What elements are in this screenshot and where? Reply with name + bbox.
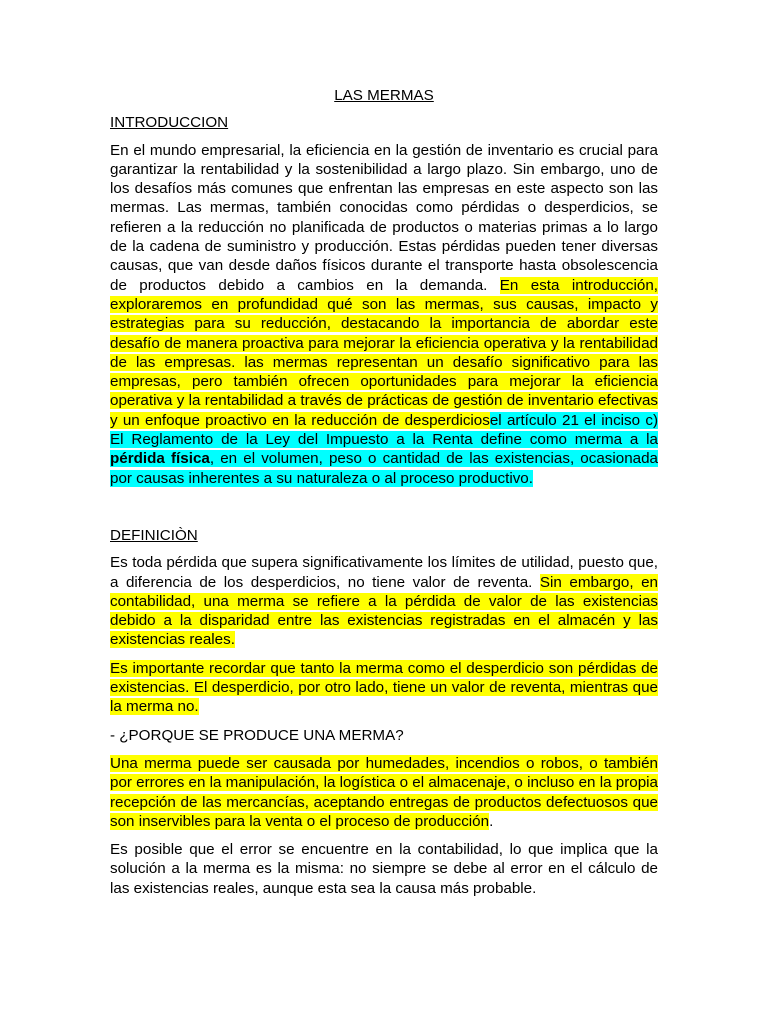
intro-cyan-highlight-2: , en el volumen, peso o cantidad de las existencias, ocasionada por causas inherentes a su naturaleza o al proceso productivo. bbox=[110, 450, 658, 487]
intro-cyan-highlight-1: el artículo 21 el inciso c) El Reglamento de la Ley del Impuesto a la Renta define como merma a la bbox=[110, 411, 658, 449]
definition-paragraph-1 bbox=[110, 553, 658, 649]
cause-period: . bbox=[489, 812, 494, 830]
intro-paragraph bbox=[110, 141, 658, 488]
intro-cyan-bold: pérdida física bbox=[110, 450, 210, 468]
intro-plain-text: En el mundo empresarial, la eficiencia en la gestión de inventario es crucial para garantizar la rentabilidad y la sostenibilidad a largo plazo. Sin embargo, uno de los desafíos más comunes que enfrentan las empresas en este aspecto son las mermas. Las mermas, también conocidas como pérdidas o desperdicios, se refieren a la reducción no planificada de productos o materias primas a lo largo de la cadena de suministro y producción. Estas pérdidas pueden tener diversas causas, que van desde daños físicos durante el transporte hasta obsolescencia de productos debido a cambios en la demanda. bbox=[110, 141, 658, 294]
section-spacer bbox=[110, 497, 658, 526]
intro-heading: INTRODUCCION bbox=[110, 114, 229, 132]
cause-yellow-highlight: Una merma puede ser causada por humedades, incendios o robos, o también por errores en la manipulación, la logística o el almacenaje, o incluso en la propia recepción de las mercancías, aceptando entregas de productos defectuosos que son inservibles para la venta o el proceso de producción bbox=[110, 754, 658, 830]
document-body bbox=[110, 86, 658, 907]
final-paragraph: Es posible que el error se encuentre en la contabilidad, lo que implica que la solución a la merma es la misma: no siempre se debe al error en el cálculo de las existencias reales, aunque esta sea la causa más probable. bbox=[110, 841, 658, 897]
definition-heading: DEFINICIÒN bbox=[110, 526, 198, 544]
question-heading: - ¿PORQUE SE PRODUCE UNA MERMA? bbox=[110, 726, 404, 744]
definition-plain-text: Es toda pérdida que supera significativamente los límites de utilidad, puesto que, a diferencia de los desperdicios, no tiene valor de reventa. bbox=[110, 554, 658, 591]
definition-yellow-highlight: Sin embargo, en contabilidad, una merma se refiere a la pérdida de valor de las existencias debido a la disparidad entre las existencias registradas en el almacén y las existencias reales. bbox=[110, 573, 658, 649]
document-title: LAS MERMAS bbox=[334, 87, 434, 104]
definition-paragraph-2 bbox=[110, 659, 658, 717]
intro-yellow-highlight: En esta introducción, exploraremos en profundidad qué son las mermas, sus causas, impacto y estrategias para su reducción, destacando la importancia de abordar este desafío de manera proactiva para mejorar la eficiencia operativa y la rentabilidad de las empresas. las mermas representan un desafío significativo para las empresas, pero también ofrecen oportunidades para mejorar la eficiencia operativa y la rentabilidad a través de prácticas de gestión de inventario efectivas y un enfoque proactivo en la reducción de desperdicios bbox=[110, 276, 659, 429]
definition-2-yellow-highlight: Es importante recordar que tanto la merma como el desperdicio son pérdidas de existencias. El desperdicio, por otro lado, tiene un valor de reventa, mientras que la merma no. bbox=[110, 659, 658, 716]
cause-paragraph bbox=[110, 754, 658, 831]
